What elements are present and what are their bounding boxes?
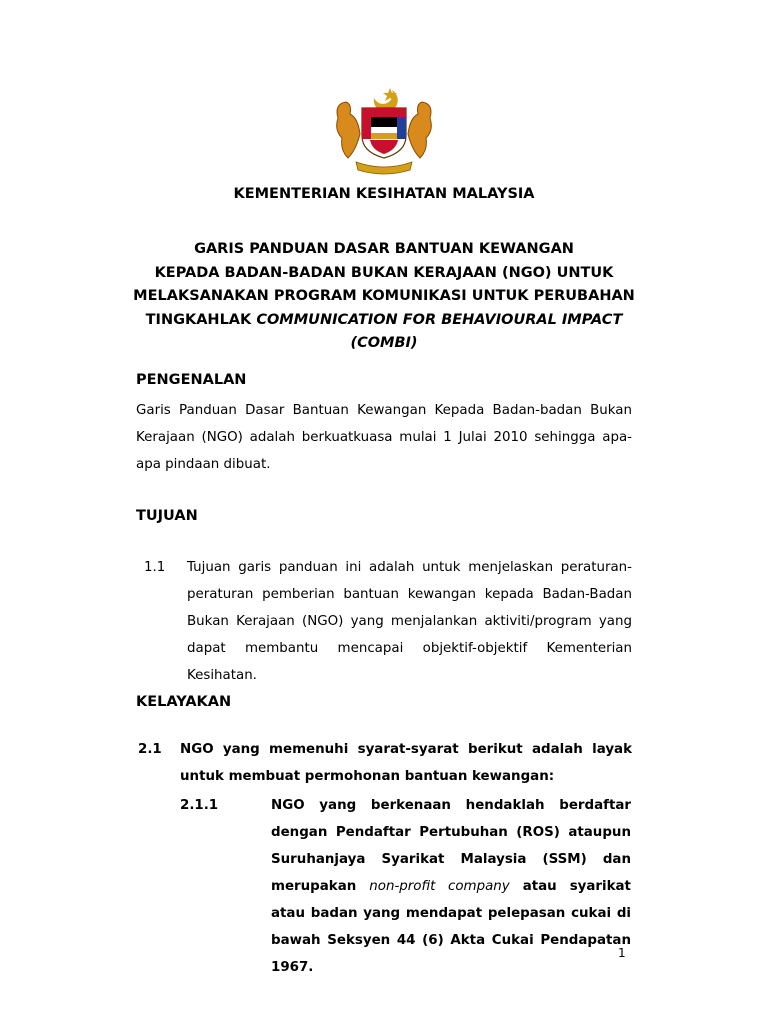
item-number: 1.1 — [144, 560, 166, 575]
title-line4-italic: COMMUNICATION FOR BEHAVIOURAL IMPACT — [256, 311, 623, 328]
ministry-name: KEMENTERIAN KESIHATAN MALAYSIA — [233, 186, 535, 202]
heading-pengenalan: PENGENALAN — [136, 372, 247, 388]
coat-of-arms-emblem — [330, 84, 438, 176]
kelayakan-item-text: NGO yang memenuhi syarat-syarat berikut adalah layak untuk membuat permohonan bantuan kewangan: — [180, 742, 632, 784]
pengenalan-paragraph: Garis Panduan Dasar Bantuan Kewangan Kepada Badan-badan Bukan Kerajaan (NGO) adalah berkuatkuasa mulai 1 Julai 2010 sehingga apa-apa pindaan dibuat. — [136, 403, 632, 472]
title-line: GARIS PANDUAN DASAR BANTUAN KEWANGAN — [194, 241, 574, 257]
heading-tujuan: TUJUAN — [136, 508, 198, 524]
title-line — [0, 309, 768, 333]
heading-kelayakan: KELAYAKAN — [136, 694, 232, 710]
tujuan-item-text: Tujuan garis panduan ini adalah untuk menjelaskan peraturan-peraturan pemberian bantuan kewangan kepada Badan-Badan Bukan Kerajaan (NGO) yang menjalankan aktiviti/program yang dapat membantu mencapai objektif-objektif Kementerian Kesihatan. — [187, 560, 632, 683]
title-line: MELAKSANAKAN PROGRAM KOMUNIKASI UNTUK PERUBAHAN — [133, 288, 635, 304]
page-number: 1 — [618, 946, 626, 960]
sub-item-number: 2.1.1 — [180, 798, 219, 813]
document-title — [0, 238, 768, 356]
title-line4-prefix: TINGKAHLAK — [145, 311, 252, 328]
sub-text-italic: non-profit company — [369, 879, 510, 894]
kelayakan-sub-item-text — [271, 792, 631, 981]
title-line5: (COMBI) — [350, 335, 418, 351]
item-number: 2.1 — [138, 742, 162, 757]
title-line — [0, 332, 768, 356]
title-line: KEPADA BADAN-BADAN BUKAN KERAJAAN (NGO) UNTUK — [154, 264, 614, 281]
sub-text-after: atau syarikat atau badan yang mendapat pelepasan cukai di bawah Seksyen 44 (6) Akta Cukai Pendapatan 1967. — [271, 879, 631, 975]
sub-text-before: NGO yang berkenaan hendaklah berdaftar dengan Pendaftar Pertubuhan (ROS) ataupun Suruhanjaya Syarikat Malaysia (SSM) dan merupakan — [271, 798, 631, 894]
